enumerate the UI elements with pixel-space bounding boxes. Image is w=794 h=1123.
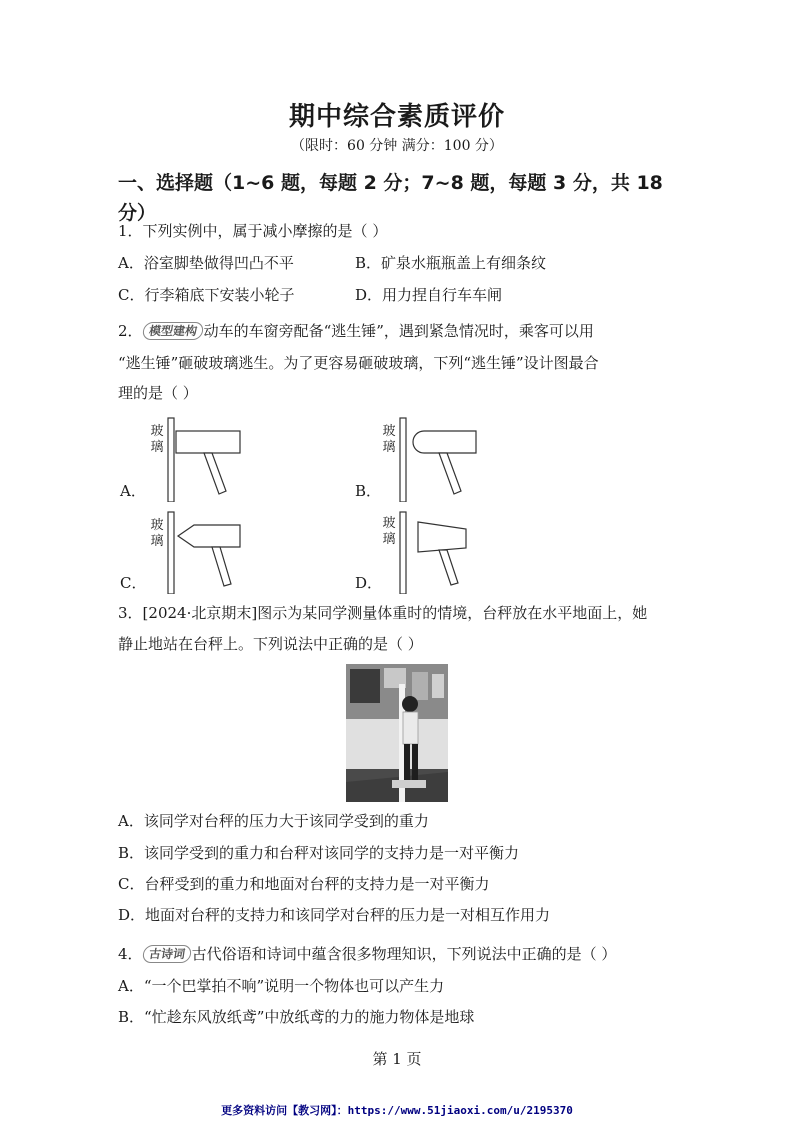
q2-number: 2． xyxy=(118,322,143,340)
q3-option-d: D．地面对台秤的支持力和该同学对台秤的压力是一对相互作用力 xyxy=(118,906,551,924)
q2-stem-line1 xyxy=(118,321,594,341)
glass-label-bottom: 璃 xyxy=(150,534,164,549)
glass-label-bottom: 璃 xyxy=(150,440,164,455)
option-a-label: A． xyxy=(120,482,146,500)
page-number: 第 1 页 xyxy=(372,1050,422,1068)
model-building-badge: 模型建构 xyxy=(141,322,204,340)
hammer-figure-b xyxy=(355,412,495,502)
q4-option-a: A．“一个巴掌拍不响”说明一个物体也可以产生力 xyxy=(118,977,445,995)
weighing-photo xyxy=(346,664,448,802)
glass-label-bottom: 璃 xyxy=(382,532,396,547)
hammer-figure-a xyxy=(120,412,260,502)
q3-stem-line1: 3．[2024·北京期末]图示为某同学测量体重时的情境，台秤放在水平地面上，她 xyxy=(118,604,648,622)
option-b-label: B． xyxy=(355,482,382,500)
q4-option-b: B．“忙趁东风放纸鸢”中放纸鸢的力的施力物体是地球 xyxy=(118,1008,475,1026)
hammer-figure-c xyxy=(120,504,260,594)
q1-option-d: D．用力捏自行车车闸 xyxy=(355,286,503,304)
resource-link[interactable]: 更多资料访问【教习网】：https://www.51jiaoxi.com/u/2195370 xyxy=(221,1104,573,1117)
glass-label-bottom: 璃 xyxy=(382,440,396,455)
option-c-label: C． xyxy=(120,574,147,592)
q3-option-c: C．台秤受到的重力和地面对台秤的支持力是一对平衡力 xyxy=(118,875,490,893)
time-limit-subtitle: （限时：60 分钟 满分：100 分） xyxy=(291,138,503,154)
q4-stem-line xyxy=(118,944,616,964)
section-heading xyxy=(118,168,678,228)
glass-label-top: 玻 xyxy=(382,424,396,439)
hammer-figure-d xyxy=(355,504,495,594)
section-heading-line2: 分） xyxy=(118,202,157,224)
q2-stem-line2: “逃生锤”砸破玻璃逃生。为了更容易砸破玻璃，下列“逃生锤”设计图最合 xyxy=(118,354,599,372)
q4-stem-text: 古代俗语和诗词中蕴含很多物理知识，下列说法中正确的是（ ） xyxy=(191,945,617,963)
glass-label-top: 玻 xyxy=(150,518,164,533)
glass-label-top: 玻 xyxy=(382,516,396,531)
q2-stem-text: 动车的车窗旁配备“逃生锤”，遇到紧急情况时，乘客可以用 xyxy=(203,322,594,340)
student-on-scale-photo xyxy=(346,664,448,802)
option-d-label: D． xyxy=(355,574,383,592)
q4-number: 4． xyxy=(118,945,143,963)
glass-label-top: 玻 xyxy=(150,424,164,439)
page-title: 期中综合素质评价 xyxy=(288,102,505,132)
q1-option-a: A．浴室脚垫做得凹凸不平 xyxy=(118,254,294,272)
section-heading-line1: 一、选择题（1~6 题，每题 2 分；7~8 题，每题 3 分，共 18 xyxy=(118,172,663,194)
q3-stem-line2: 静止地站在台秤上。下列说法中正确的是（ ） xyxy=(118,635,423,653)
q3-option-b: B．该同学受到的重力和台秤对该同学的支持力是一对平衡力 xyxy=(118,844,520,862)
q2-stem-line3: 理的是（ ） xyxy=(118,384,198,402)
q1-stem: 1．下列实例中，属于减小摩擦的是（ ） xyxy=(118,222,388,240)
q1-option-b: B．矿泉水瓶瓶盖上有细条纹 xyxy=(355,254,547,272)
q1-option-c: C．行李箱底下安装小轮子 xyxy=(118,286,295,304)
q3-option-a: A．该同学对台秤的压力大于该同学受到的重力 xyxy=(118,812,429,830)
ancient-poem-badge: 古诗词 xyxy=(141,945,192,963)
